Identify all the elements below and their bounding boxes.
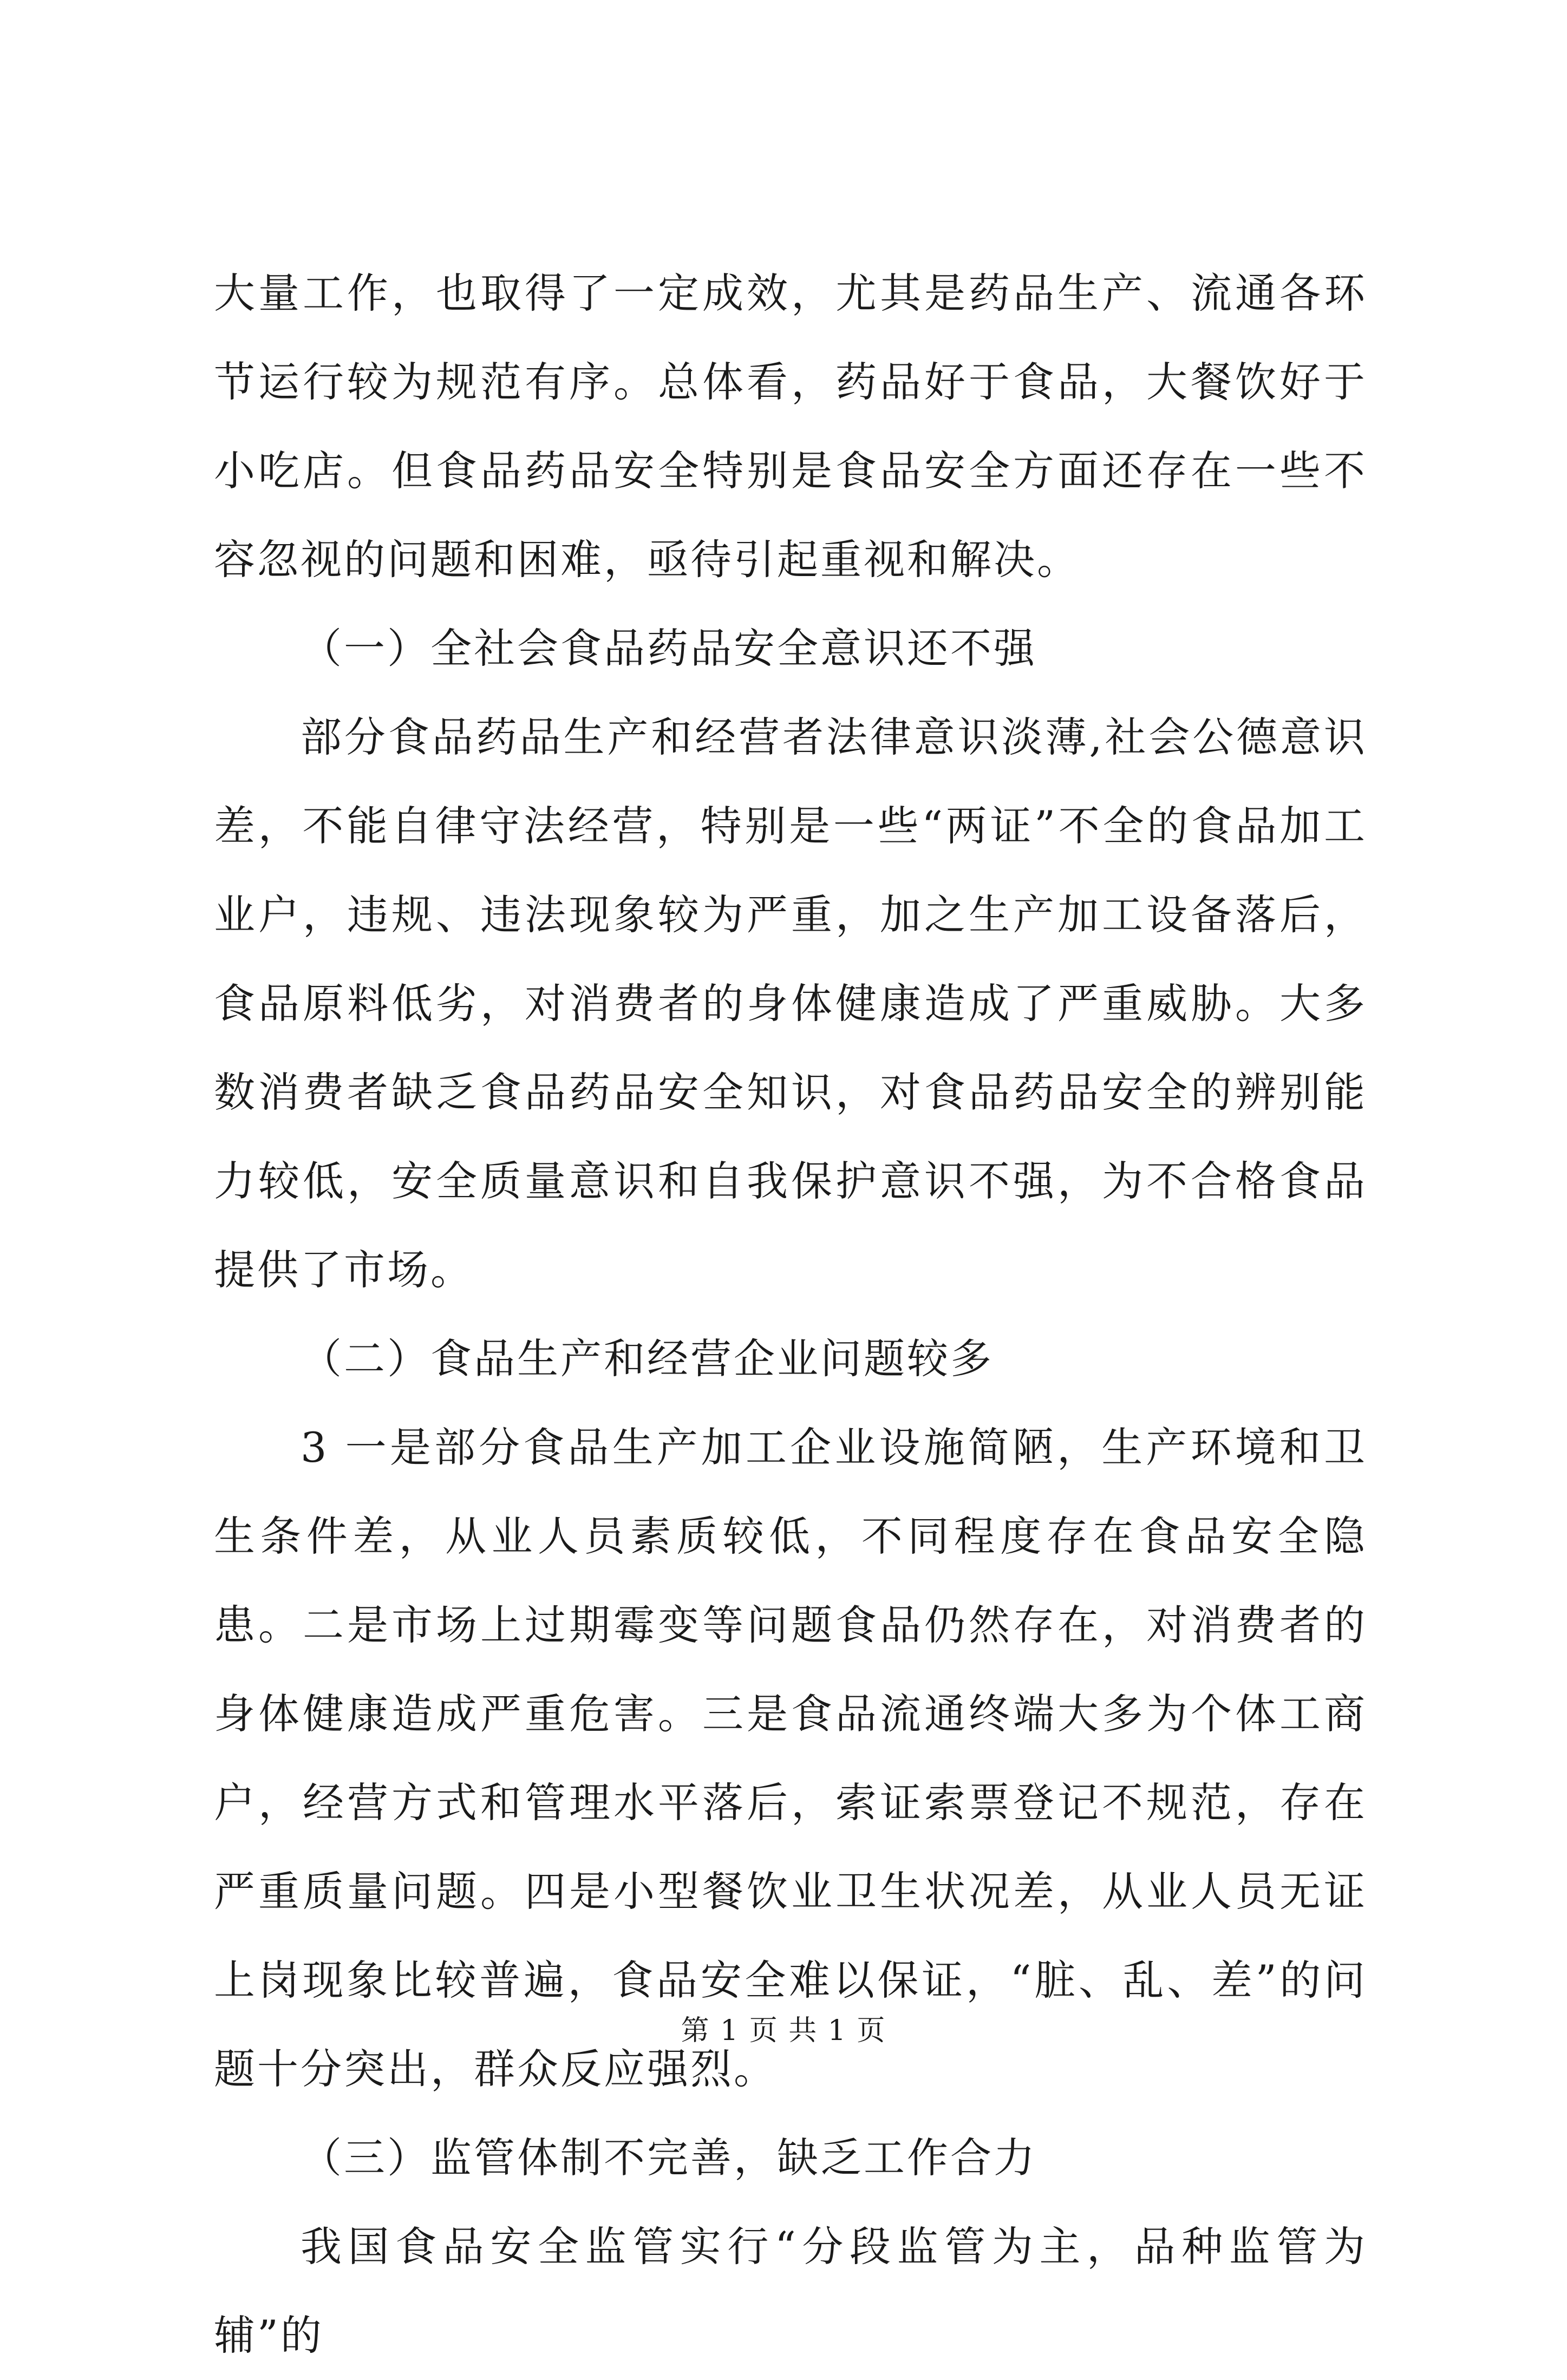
paragraph-regulatory-system: 我国食品安全监管实行“分段监管为主，品种监管为辅”的 [214, 2222, 1367, 2359]
paragraph-enterprise-problems: 3 一是部分食品生产加工企业设施简陋，生产环境和卫生条件差，从业人员素质较低，不同程度存在食品安全隐患。二是市场上过期霉变等问题食品仍然存在，对消费者的身体健康造成严重危害。三是食品流通终端大多为个体工商户，经营方式和管理水平落后，索证索票登记不规范，存在严重质量问题。四是小型餐饮业卫生状况差，从业人员无证上岗现象比较普遍，食品安全难以保证，“脏、乱、差”的问题十分突出，群众反应强烈。 [214, 1423, 1367, 2093]
section-heading-1: （一）全社会食品药品安全意识还不强 [301, 624, 1037, 672]
paragraph-awareness: 部分食品药品生产和经营者法律意识淡薄,社会公德意识差，不能自律守法经营，特别是一些“两证”不全的食品加工业户，违规、违法现象较为严重，加之生产加工设备落后，食品原料低劣，对消费者的身体健康造成了严重威胁。大多数消费者缺乏食品药品安全知识，对食品药品安全的辨别能力较低，安全质量意识和自我保护意识不强，为不合格食品提供了市场。 [214, 713, 1367, 1294]
paragraph-continuation: 大量工作，也取得了一定成效，尤其是药品生产、流通各环节运行较为规范有序。总体看，药品好于食品，大餐饮好于小吃店。但食品药品安全特别是食品安全方面还存在一些不容忽视的问题和困难，亟待引起重视和解决。 [214, 269, 1367, 584]
page-footer: 第 1 页 共 1 页 [681, 2015, 886, 2047]
document-body [214, 249, 1367, 2380]
section-heading-3: （三）监管体制不完善，缺乏工作合力 [301, 2134, 1037, 2182]
section-heading-2: （二）食品生产和经营企业问题较多 [301, 1335, 994, 1383]
